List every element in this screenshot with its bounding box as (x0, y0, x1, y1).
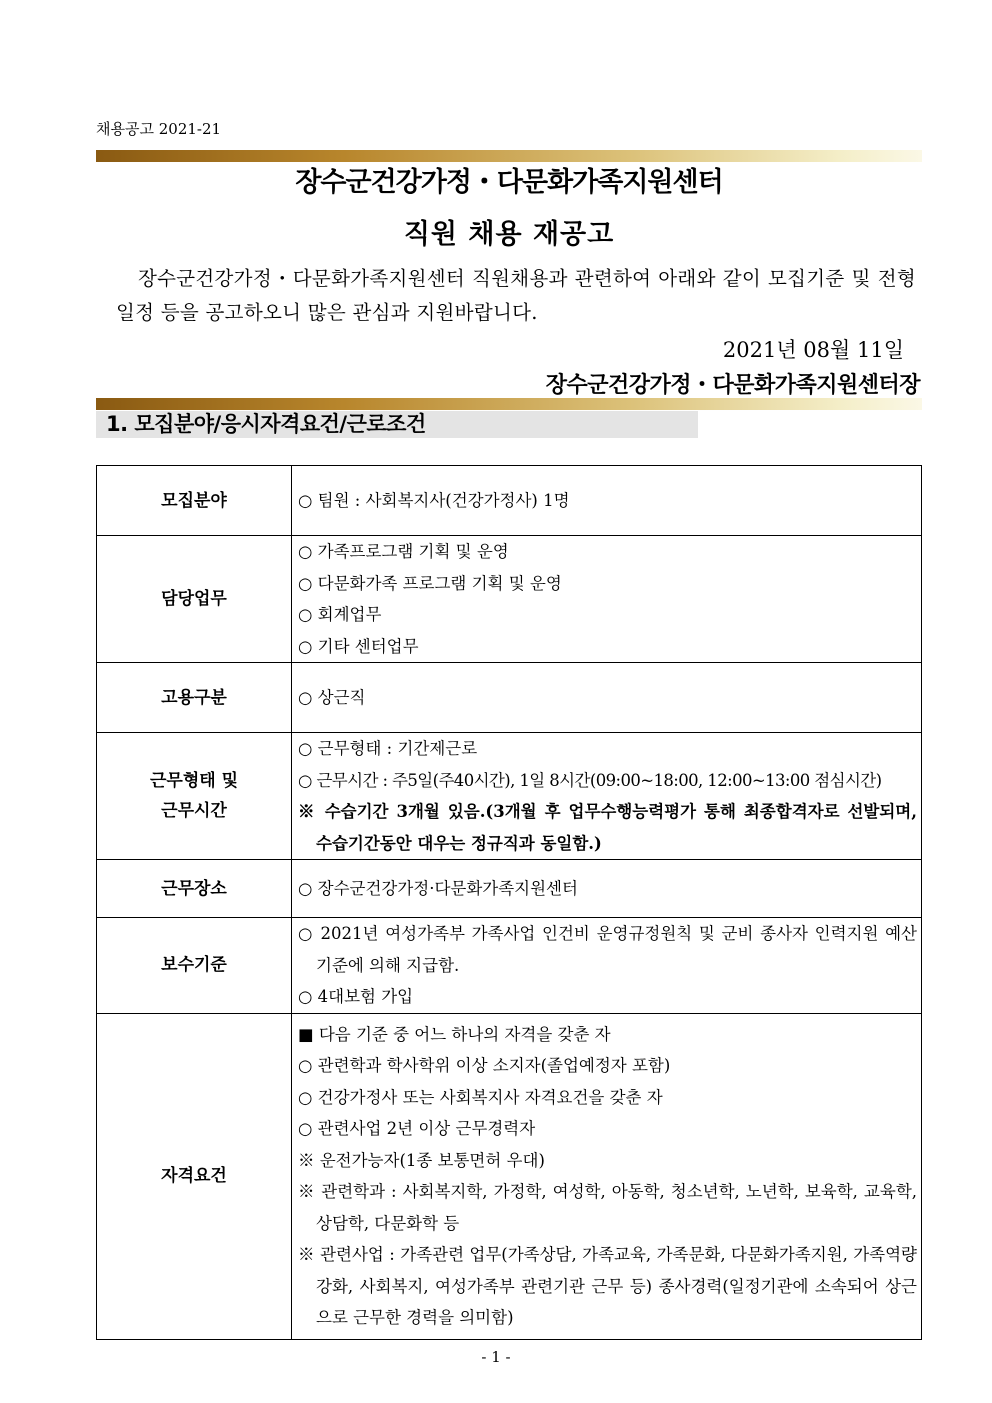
list-item: ○ 건강가정사 또는 사회복지사 자격요건을 갖춘 자 (298, 1087, 663, 1107)
criteria-header: ■ 다음 기준 중 어느 하나의 자격을 갖춘 자 (298, 1024, 611, 1044)
row-content (292, 860, 922, 918)
list-item: ○ 다문화가족 프로그램 기획 및 운영 (298, 573, 562, 593)
list-item: ○ 4대보험 가입 (298, 987, 414, 1006)
list-item: ○ 근무형태 : 기간제근로 (298, 739, 478, 758)
list-item: ○ 관련학과 학사학위 이상 소지자(졸업예정자 포함) (298, 1056, 671, 1075)
row-label: 근무장소 (97, 860, 292, 918)
related-work-note: ※ 관련사업 : 가족관련 업무(가족상담, 가족교육, 가족문화, 다문화가족지원, 가족역량강화, 사회복지, 여성가족부 관련기관 근무 등) 종사경력(일정기관에 소속되어 상근으로 근무한 경력을 의미함) (298, 1245, 917, 1327)
table-row-employment (97, 663, 922, 733)
list-item: ○ 2021년 여성가족부 가족사업 인건비 운영규정원칙 및 군비 종사자 인력지원 예산 기준에 의해 지급함. (298, 924, 917, 975)
table-row-duties (97, 536, 922, 663)
row-content (292, 918, 922, 1014)
section-divider-bar (96, 398, 922, 410)
list-item: ○ 기타 센터업무 (298, 636, 419, 656)
intro-paragraph: 장수군건강가정・다문화가족지원센터 직원채용과 관련하여 아래와 같이 모집기준 및 전형일정 등을 공고하오니 많은 관심과 지원바랍니다. (116, 267, 916, 324)
row-label: 보수기준 (97, 918, 292, 1014)
row-content (292, 1013, 922, 1339)
row-label-line: 근무형태 및 (149, 771, 239, 791)
table-row-work-type (97, 733, 922, 860)
notice-number: 채용공고 2021-21 (96, 120, 222, 138)
row-label (97, 733, 292, 860)
row-content (292, 466, 922, 536)
page-number: - 1 - (481, 1348, 511, 1366)
recruitment-table (96, 465, 922, 1340)
table-row-recruit (97, 466, 922, 536)
row-label-line: 근무시간 (161, 801, 227, 821)
document-title: 장수군건강가정・다문화가족지원센터 (295, 167, 723, 198)
row-label: 고용구분 (97, 663, 292, 733)
signer: 장수군건강가정・다문화가족지원센터장 (545, 373, 920, 398)
table-row-qualification (97, 1013, 922, 1339)
row-label: 담당업무 (97, 536, 292, 663)
table-row-pay (97, 918, 922, 1014)
section-heading: 1. 모집분야/응시자격요건/근로조건 (96, 411, 698, 438)
document-subtitle: 직원 채용 재공고 (403, 219, 615, 250)
row-content (292, 733, 922, 860)
row-label: 자격요건 (97, 1013, 292, 1339)
row-content (292, 663, 922, 733)
list-item: ○ 회계업무 (298, 605, 382, 624)
table-row-location (97, 860, 922, 918)
list-item: ○ 가족프로그램 기획 및 운영 (298, 542, 509, 561)
list-item: ○ 근무시간 : 주5일(주40시간), 1일 8시간(09:00~18:00, 12:00~13:00 점심시간) (298, 770, 882, 790)
related-departments-note: ※ 관련학과 : 사회복지학, 가정학, 여성학, 아동학, 청소년학, 노년학, 보육학, 교육학, 상담학, 다문화학 등 (298, 1182, 917, 1233)
list-item: ○ 상근직 (298, 687, 366, 707)
row-content (292, 536, 922, 663)
list-item: ※ 운전가능자(1종 보통면허 우대) (298, 1150, 545, 1170)
list-item: ○ 팀원 : 사회복지사(건강가정사) 1명 (298, 490, 570, 510)
announcement-date: 2021년 08월 11일 (722, 338, 904, 362)
list-item: ○ 관련사업 2년 이상 근무경력자 (298, 1119, 536, 1138)
list-item: ○ 장수군건강가정·다문화가족지원센터 (298, 878, 578, 898)
probation-note: ※ 수습기간 3개월 있음.(3개월 후 업무수행능력평가 통해 최종합격자로 선발되며, 수습기간동안 대우는 정규직과 동일함.) (298, 802, 917, 853)
row-label: 모집분야 (97, 466, 292, 536)
